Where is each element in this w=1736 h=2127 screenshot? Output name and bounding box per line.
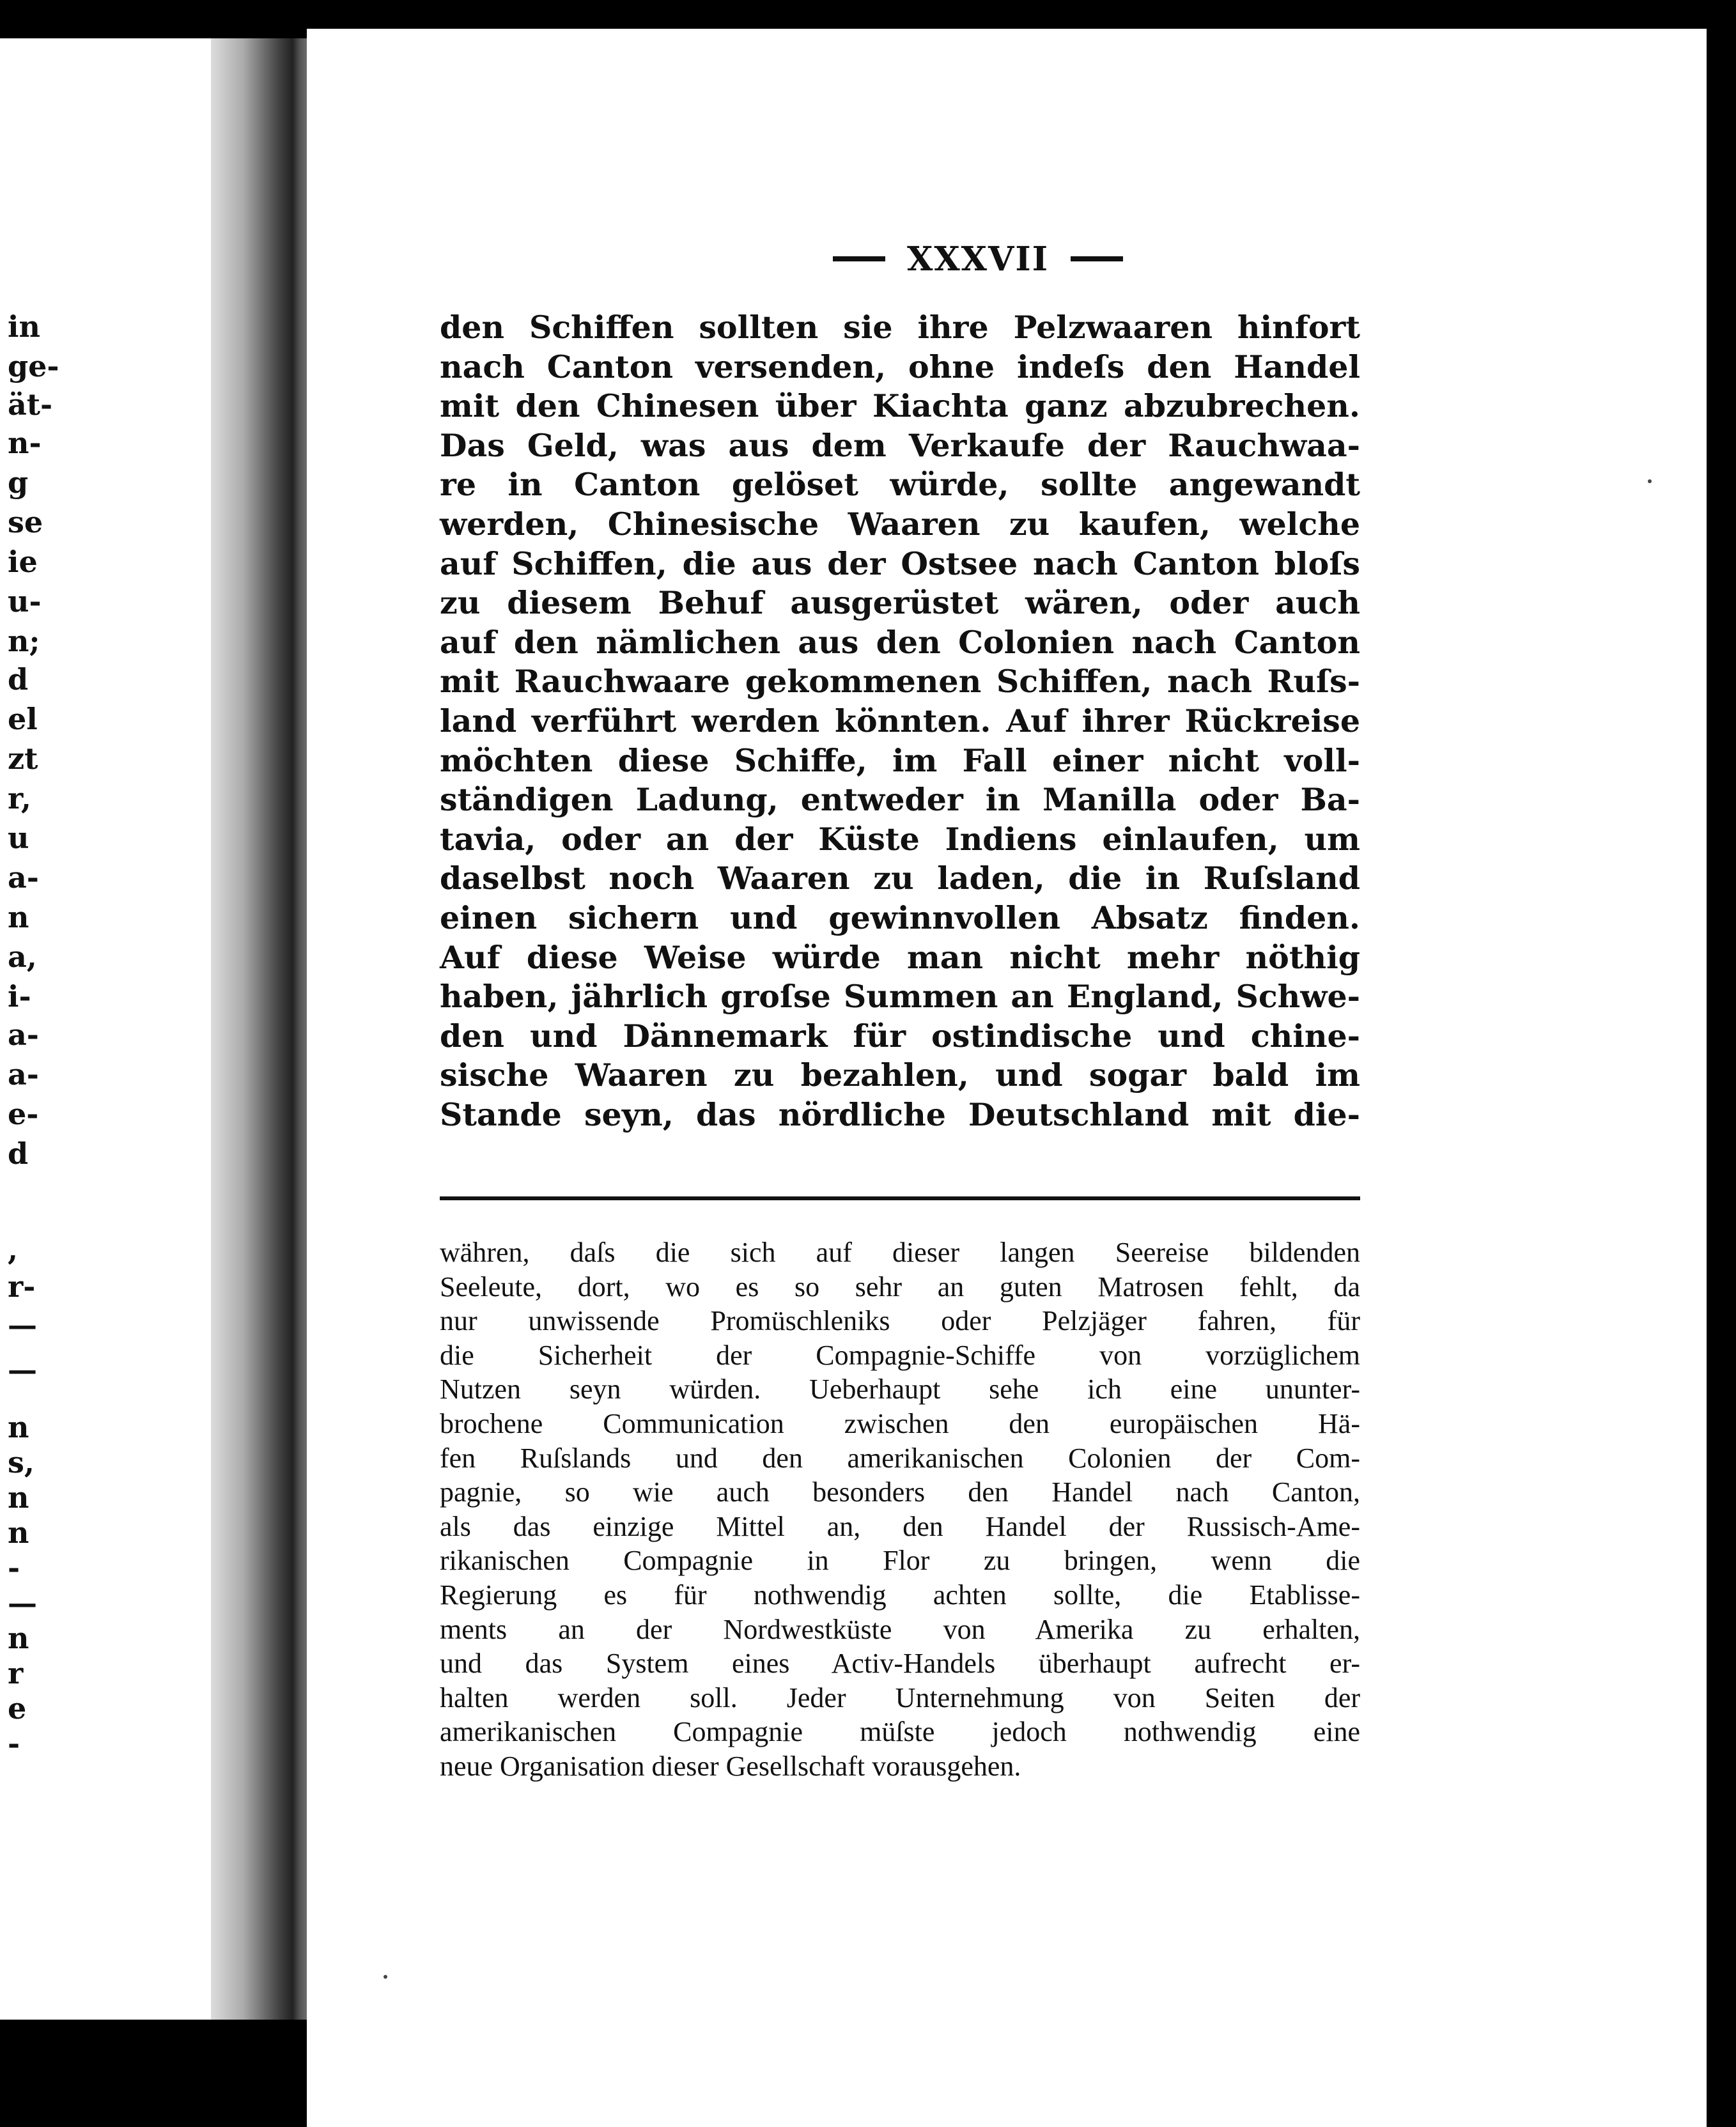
margin-fragment: — <box>8 1586 37 1620</box>
margin-fragment: n; <box>8 624 40 658</box>
footnote-line: halten werden soll. Jeder Unternehmung von Seiten der <box>440 1682 1360 1713</box>
text-line: Auf diese Weise würde man nicht mehr nöthig <box>440 938 1360 976</box>
footnote-line: fen Ruſslands und den amerikanischen Colonien der Com- <box>440 1442 1360 1474</box>
header-dash-left <box>833 256 885 261</box>
margin-fragment: e- <box>8 1097 39 1131</box>
margin-fragment: n- <box>8 426 42 460</box>
page-number: XXXVII <box>906 239 1050 279</box>
text-line: zu diesem Behuf ausgerüstet wären, oder auch <box>440 584 1360 622</box>
text-line: sische Waaren zu bezahlen, und sogar bald im <box>440 1056 1360 1094</box>
text-line: haben, jährlich groſse Summen an England, Schwe- <box>440 978 1360 1016</box>
facing-page-margin-fragments <box>0 38 59 2020</box>
margin-fragment: in <box>8 309 40 344</box>
text-line: auf Schiffen, die aus der Ostsee nach Canton bloſs <box>440 545 1360 582</box>
footnote-line: nur unwissende Promüschleniks oder Pelzjäger fahren, für <box>440 1305 1360 1337</box>
text-line: ständigen Ladung, entweder in Manilla oder Ba- <box>440 781 1360 819</box>
margin-fragment: u <box>8 821 29 855</box>
text-line: mit den Chinesen über Kiachta ganz abzubrechen. <box>440 387 1360 425</box>
margin-fragment: a- <box>8 1017 39 1052</box>
margin-fragment: n <box>8 1480 29 1515</box>
margin-fragment: u- <box>8 584 42 619</box>
page-header <box>748 233 1208 284</box>
margin-fragment: ie <box>8 545 38 579</box>
footnote-line: pagnie, so wie auch besonders den Handel nach Canton, <box>440 1476 1360 1508</box>
book-gutter-shadow <box>211 38 320 2020</box>
paper-speck <box>384 1975 387 1979</box>
footnote-line: ments an der Nordwestküste von Amerika zu erhalten, <box>440 1613 1360 1645</box>
footnote-line: Seeleute, dort, wo es so sehr an guten Matrosen fehlt, da <box>440 1271 1360 1303</box>
text-line: mit Rauchwaare gekommenen Schiffen, nach Ruſs- <box>440 663 1360 700</box>
margin-fragment: s, <box>8 1445 35 1480</box>
margin-fragment: n <box>8 900 29 934</box>
margin-fragment: — <box>8 1352 37 1387</box>
margin-fragment: el <box>8 702 38 736</box>
text-line: re in Canton gelöset würde, sollte angewandt <box>440 466 1360 504</box>
text-line: möchten diese Schiffe, im Fall einer nicht voll- <box>440 741 1360 779</box>
margin-fragment: g <box>8 465 29 500</box>
text-line: den Schiffen sollten sie ihre Pelzwaaren hinfort <box>440 309 1360 346</box>
text-line: Das Geld, was aus dem Verkaufe der Rauchwaa- <box>440 426 1360 464</box>
text-line: einen sichern und gewinnvollen Absatz finden. <box>440 899 1360 936</box>
margin-fragment: — <box>8 1308 37 1342</box>
footnote-line: und das System eines Activ-Handels überhaupt aufrecht er- <box>440 1648 1360 1680</box>
margin-fragment: d <box>8 662 29 697</box>
text-line: Stande seyn, das nördliche Deutschland mit die- <box>440 1095 1360 1133</box>
margin-fragment: i- <box>8 979 31 1014</box>
text-line: auf den nämlichen aus den Colonien nach Canton <box>440 623 1360 661</box>
margin-fragment: r, <box>8 781 31 816</box>
margin-fragment: a, <box>8 940 37 974</box>
margin-fragment: e <box>8 1691 27 1726</box>
margin-fragment: n <box>8 1410 29 1444</box>
margin-fragment: n <box>8 1621 29 1655</box>
margin-fragment: , <box>8 1232 19 1267</box>
margin-fragment: a- <box>8 1057 39 1092</box>
margin-fragment: r <box>8 1656 24 1690</box>
footnote-line: die Sicherheit der Compagnie-Schiffe von vorzüglichem <box>440 1339 1360 1371</box>
footnote-line: rikanischen Compagnie in Flor zu bringen, wenn die <box>440 1545 1360 1577</box>
footnote-line: neue Organisation dieser Gesellschaft vorausgehen. <box>440 1750 1021 1782</box>
margin-fragment: se <box>8 505 43 539</box>
footnote-line: als das einzige Mittel an, den Handel der Russisch-Ame- <box>440 1510 1360 1542</box>
footnote-line: Nutzen seyn würden. Ueberhaupt sehe ich eine ununter- <box>440 1373 1360 1405</box>
book-page <box>307 29 1707 2127</box>
margin-fragment: n <box>8 1515 29 1550</box>
margin-fragment: - <box>8 1726 20 1761</box>
main-text-block <box>440 308 1360 1134</box>
margin-fragment: a- <box>8 860 39 895</box>
footnote-line: währen, daſs die sich auf dieser langen Seereise bildenden <box>440 1237 1360 1268</box>
text-line: werden, Chinesische Waaren zu kaufen, welche <box>440 505 1360 543</box>
footnote-separator-rule <box>440 1196 1360 1200</box>
margin-fragment: ät- <box>8 387 53 422</box>
text-line: nach Canton versenden, ohne indeſs den Handel <box>440 348 1360 385</box>
text-line: land verführt werden könnten. Auf ihrer Rückreise <box>440 702 1360 739</box>
footnote-line: Regierung es für nothwendig achten sollte, die Etablisse- <box>440 1579 1360 1611</box>
header-dash-right <box>1071 256 1123 261</box>
margin-fragment: d <box>8 1136 29 1171</box>
margin-fragment: r- <box>8 1269 36 1304</box>
margin-fragment: zt <box>8 741 38 776</box>
text-line: tavia, oder an der Küste Indiens einlaufen, um <box>440 820 1360 858</box>
margin-fragment: - <box>8 1551 20 1585</box>
text-line: den und Dännemark für ostindische und chine- <box>440 1017 1360 1055</box>
footnote-line: brochene Communication zwischen den europäischen Hä- <box>440 1407 1360 1439</box>
text-line: daselbst noch Waaren zu laden, die in Ruſsland <box>440 860 1360 897</box>
footnote-line: amerikanischen Compagnie müſste jedoch nothwendig eine <box>440 1716 1360 1748</box>
paper-speck <box>1648 479 1652 483</box>
footnote-block <box>440 1235 1360 1784</box>
margin-fragment: ge- <box>8 349 59 383</box>
